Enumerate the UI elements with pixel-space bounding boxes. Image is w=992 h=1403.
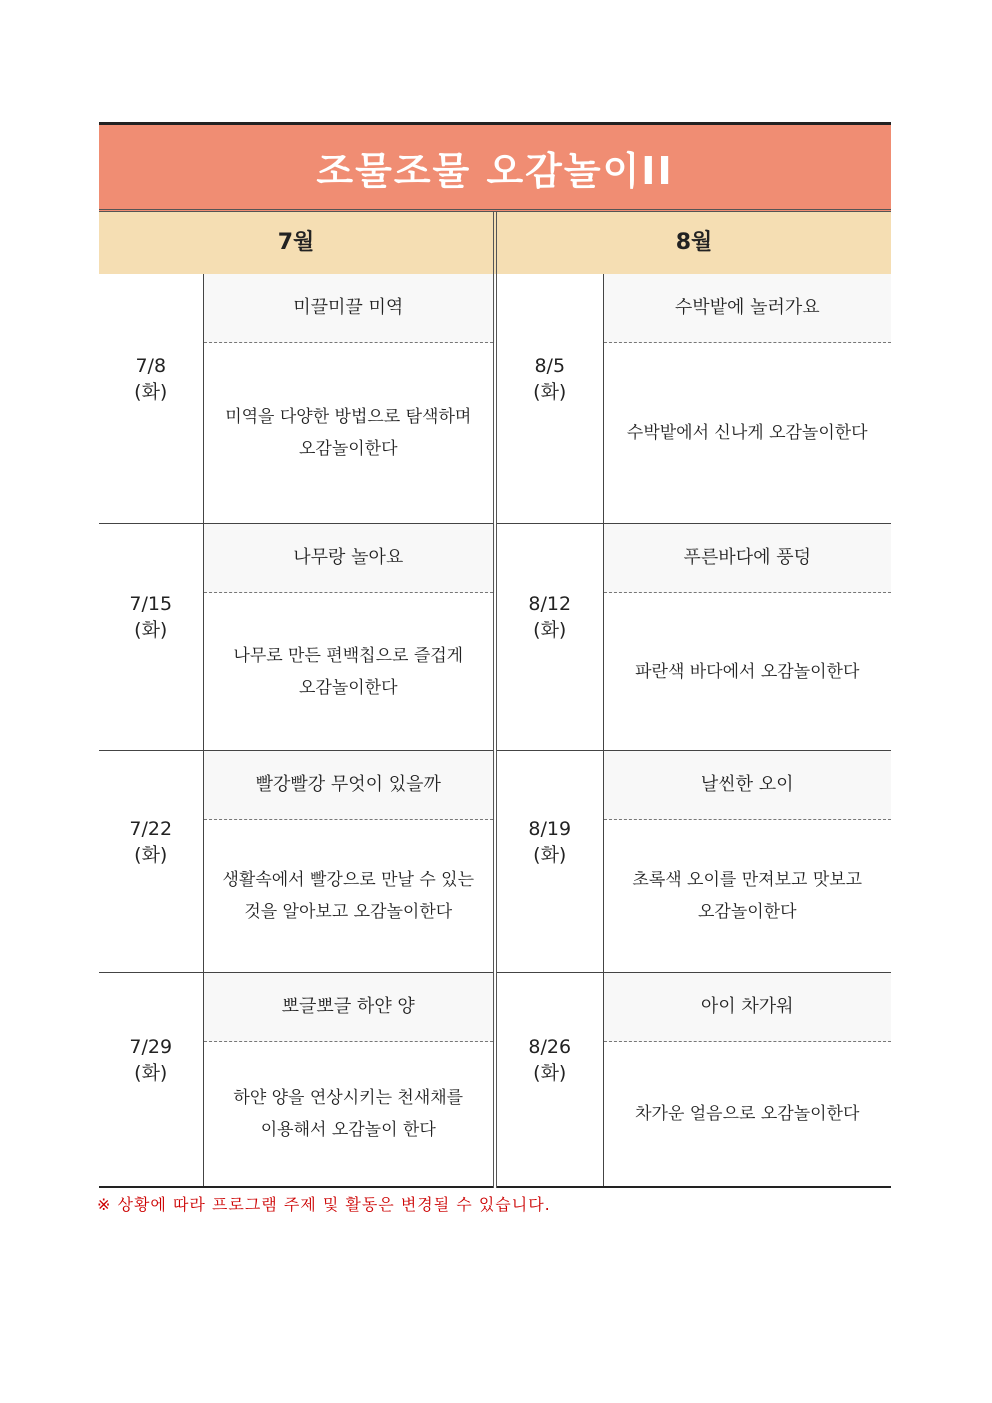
activity-topic: 아이 차가워 (603, 973, 891, 1042)
description-line: 파란색 바다에서 오감놀이한다 (635, 661, 860, 682)
week-topic-row (99, 751, 891, 820)
month-august-header: 8월 (495, 212, 891, 274)
date-cell (99, 524, 203, 751)
weekday-label: (화) (134, 619, 168, 641)
activity-topic: 수박밭에 놀러가요 (603, 274, 891, 343)
weekday-label: (화) (134, 380, 168, 403)
date-cell (495, 524, 603, 751)
activity-description (603, 343, 891, 524)
page-title: 조물조물 오감놀이II (99, 122, 891, 212)
week-topic-row (99, 274, 891, 343)
date-label: 8/19 (528, 817, 572, 840)
weekday-label: (화) (134, 1061, 168, 1084)
description-line: 생활속에서 빨강으로 만날 수 있는 (222, 870, 475, 890)
description-line: 오감놀이한다 (697, 902, 797, 922)
description-line: 이용해서 오감놀이 한다 (260, 1120, 436, 1140)
schedule-table (99, 212, 891, 274)
description-line: 차가운 얼음으로 오감놀이한다 (635, 1104, 860, 1124)
description-line: 나무로 만든 편백칩으로 즐겁게 (233, 645, 464, 666)
activity-description (603, 593, 891, 751)
date-label: 7/15 (129, 593, 173, 615)
date-cell (99, 751, 203, 973)
weekday-label: (화) (134, 843, 168, 866)
date-cell (99, 973, 203, 1188)
activity-description (203, 593, 495, 751)
weekday-label: (화) (533, 1061, 567, 1084)
activity-description (203, 1042, 495, 1188)
month-july-header: 7월 (99, 212, 495, 274)
date-cell (495, 751, 603, 973)
activity-topic: 푸른바다에 풍덩 (603, 524, 891, 593)
description-line: 오감놀이한다 (298, 677, 398, 698)
week-topic-row (99, 973, 891, 1042)
description-line: 수박밭에서 신나게 오감놀이한다 (626, 423, 868, 443)
date-cell (99, 274, 203, 524)
activity-description (603, 820, 891, 973)
date-label: 7/8 (135, 354, 167, 377)
date-label: 8/12 (528, 593, 572, 615)
activity-description (203, 343, 495, 524)
activity-topic: 뽀글뽀글 하얀 양 (203, 973, 495, 1042)
weekday-label: (화) (533, 380, 567, 403)
description-line: 것을 알아보고 오감놀이한다 (244, 902, 453, 922)
date-label: 8/5 (534, 354, 566, 377)
activity-description (203, 820, 495, 973)
activity-topic: 날씬한 오이 (603, 751, 891, 820)
date-cell (495, 973, 603, 1188)
date-label: 7/29 (129, 1035, 173, 1058)
date-label: 7/22 (129, 817, 173, 840)
activity-topic: 미끌미끌 미역 (203, 274, 495, 343)
month-header-row (99, 212, 891, 274)
week-topic-row (99, 524, 891, 593)
schedule-sheet (99, 122, 891, 1188)
date-label: 8/26 (528, 1035, 572, 1058)
description-line: 하얀 양을 연상시키는 천새채를 (233, 1088, 464, 1108)
activity-topic: 나무랑 놀아요 (203, 524, 495, 593)
weeks-table (99, 274, 891, 1188)
description-line: 초록색 오이를 만져보고 맛보고 (632, 870, 863, 890)
activity-topic: 빨강빨강 무엇이 있을까 (203, 751, 495, 820)
footnote: ※ 상황에 따라 프로그램 주제 및 활동은 변경될 수 있습니다. (97, 1195, 551, 1214)
date-cell (495, 274, 603, 524)
description-line: 오감놀이한다 (298, 439, 398, 459)
weekday-label: (화) (533, 619, 567, 641)
description-line: 미역을 다양한 방법으로 탐색하며 (225, 407, 472, 427)
weekday-label: (화) (533, 843, 567, 866)
activity-description (603, 1042, 891, 1188)
